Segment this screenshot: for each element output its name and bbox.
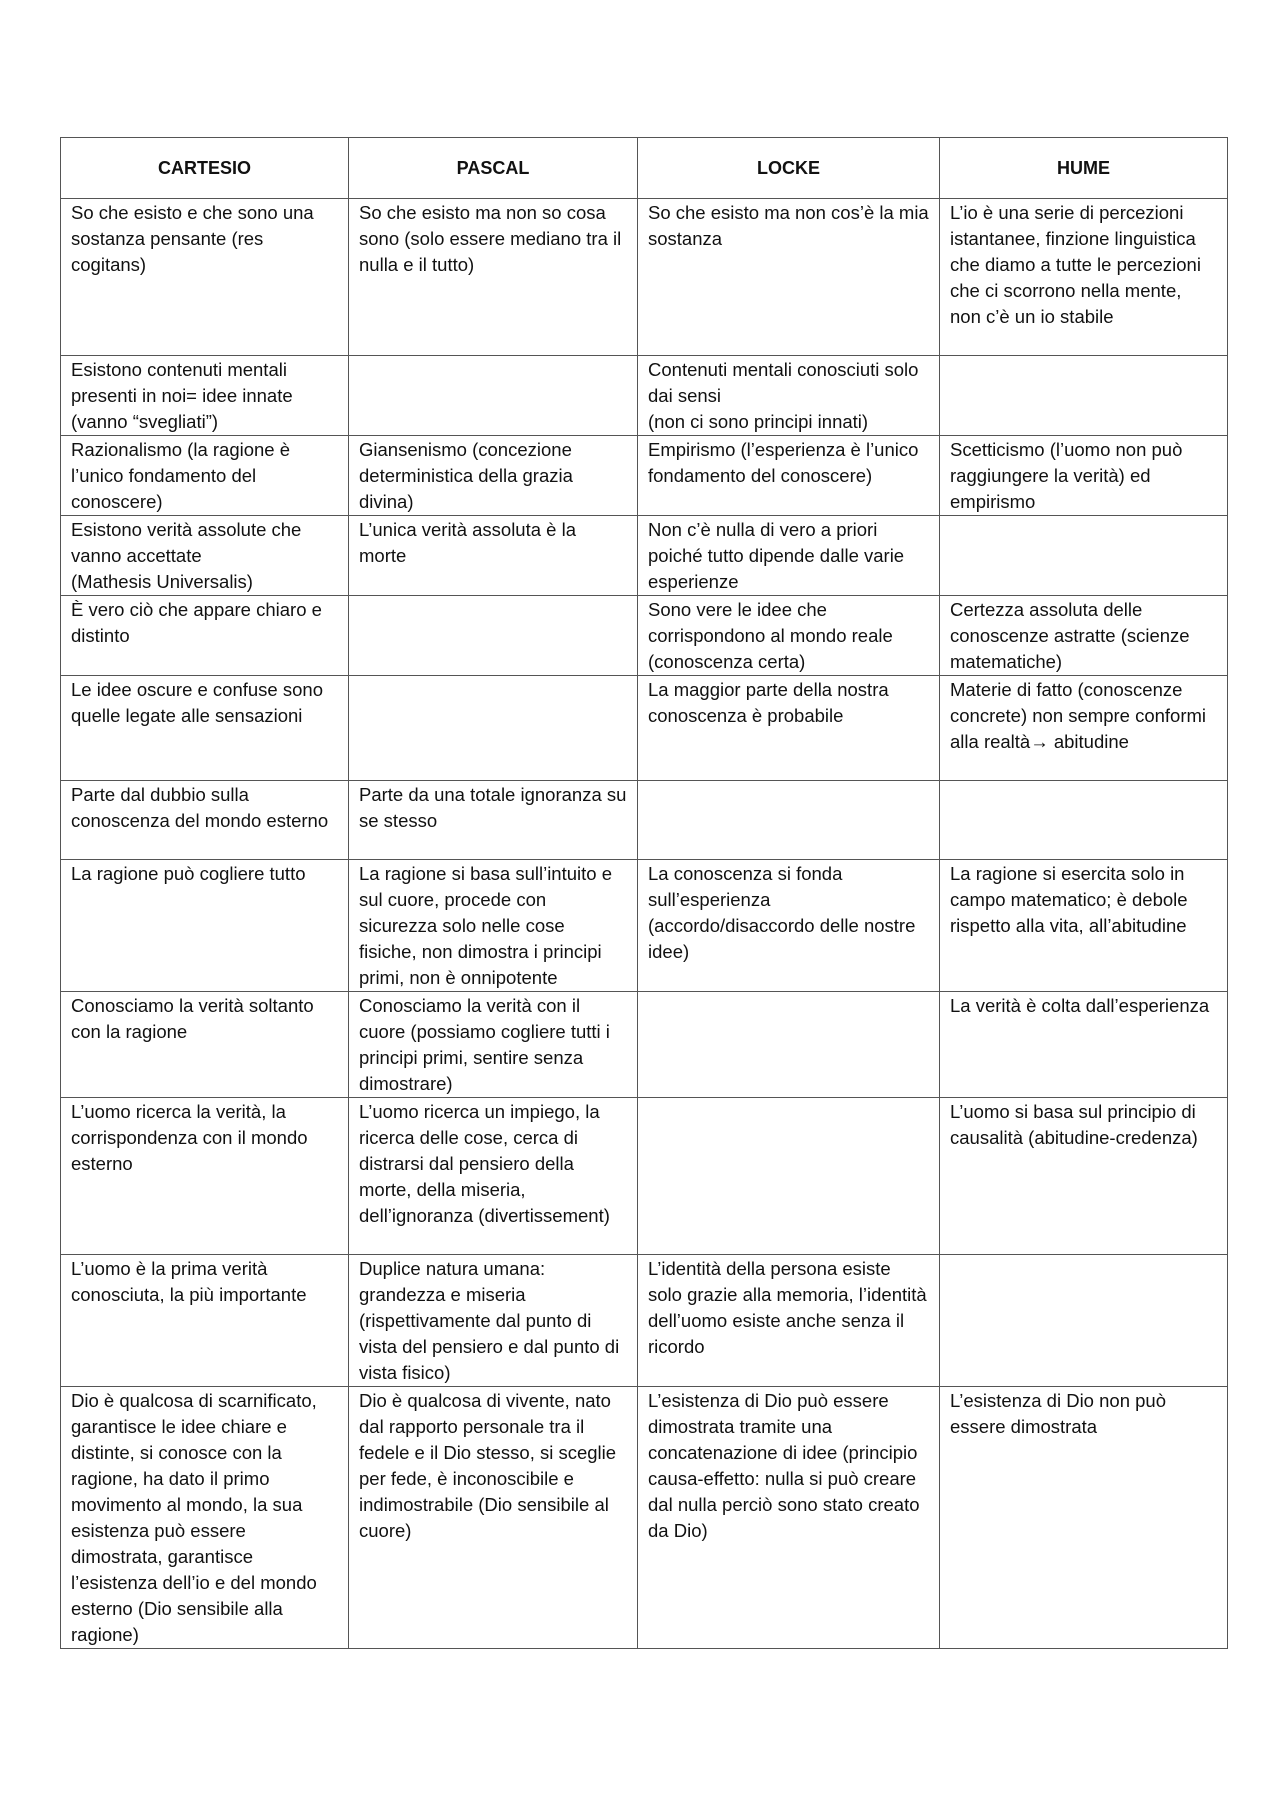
- cell-pascal: [349, 356, 638, 436]
- cell-locke: [638, 992, 940, 1098]
- table-row: [61, 676, 1228, 781]
- cell-pascal: L’unica verità assoluta è la morte: [349, 516, 638, 596]
- cell-locke: L’identità della persona esiste solo grazie alla memoria, l’identità dell’uomo esiste anche senza il ricordo: [638, 1255, 940, 1387]
- cell-hume: Certezza assoluta delle conoscenze astratte (scienze matematiche): [940, 596, 1228, 676]
- cell-pascal: Giansenismo (concezione deterministica della grazia divina): [349, 436, 638, 516]
- cell-hume: [940, 781, 1228, 860]
- cell-pascal: Conosciamo la verità con il cuore (possiamo cogliere tutti i principi primi, sentire senza dimostrare): [349, 992, 638, 1098]
- cell-hume: L’io è una serie di percezioni istantanee, finzione linguistica che diamo a tutte le percezioni che ci scorrono nella mente, non c’è un io stabile: [940, 199, 1228, 356]
- table-row: [61, 1098, 1228, 1255]
- cell-cartesio: È vero ciò che appare chiaro e distinto: [61, 596, 349, 676]
- cell-pascal: Dio è qualcosa di vivente, nato dal rapporto personale tra il fedele e il Dio stesso, si sceglie per fede, è inconoscibile e indimostrabile (Dio sensibile al cuore): [349, 1387, 638, 1649]
- cell-pascal: La ragione si basa sull’intuito e sul cuore, procede con sicurezza solo nelle cose fisiche, non dimostra i principi primi, non è onnipotente: [349, 860, 638, 992]
- cell-hume: L’esistenza di Dio non può essere dimostrata: [940, 1387, 1228, 1649]
- cell-cartesio: Razionalismo (la ragione è l’unico fondamento del conoscere): [61, 436, 349, 516]
- cell-pascal: [349, 596, 638, 676]
- cell-locke: La maggior parte della nostra conoscenza è probabile: [638, 676, 940, 781]
- cell-locke: Empirismo (l’esperienza è l’unico fondamento del conoscere): [638, 436, 940, 516]
- cell-hume: L’uomo si basa sul principio di causalità (abitudine-credenza): [940, 1098, 1228, 1255]
- table-row: [61, 436, 1228, 516]
- header-cartesio: CARTESIO: [61, 138, 349, 199]
- header-locke: LOCKE: [638, 138, 940, 199]
- comparison-table: [60, 137, 1228, 1649]
- cell-locke: Sono vere le idee che corrispondono al mondo reale (conoscenza certa): [638, 596, 940, 676]
- table-row: [61, 516, 1228, 596]
- cell-cartesio: Le idee oscure e confuse sono quelle legate alle sensazioni: [61, 676, 349, 781]
- cell-cartesio: So che esisto e che sono una sostanza pensante (res cogitans): [61, 199, 349, 356]
- cell-hume: La verità è colta dall’esperienza: [940, 992, 1228, 1098]
- header-row: [61, 138, 1228, 199]
- table-row: [61, 199, 1228, 356]
- header-pascal: PASCAL: [349, 138, 638, 199]
- cell-cartesio: Esistono verità assolute che vanno accettate (Mathesis Universalis): [61, 516, 349, 596]
- cell-hume: [940, 1255, 1228, 1387]
- cell-locke: La conoscenza si fonda sull’esperienza (accordo/disaccordo delle nostre idee): [638, 860, 940, 992]
- cell-locke: So che esisto ma non cos’è la mia sostanza: [638, 199, 940, 356]
- cell-pascal: Duplice natura umana: grandezza e miseria (rispettivamente dal punto di vista del pensiero e dal punto di vista fisico): [349, 1255, 638, 1387]
- cell-hume: La ragione si esercita solo in campo matematico; è debole rispetto alla vita, all’abitudine: [940, 860, 1228, 992]
- table-row: [61, 992, 1228, 1098]
- cell-hume: Materie di fatto (conoscenze concrete) non sempre conformi alla realtà→ abitudine: [940, 676, 1228, 781]
- table-row: [61, 596, 1228, 676]
- cell-cartesio: La ragione può cogliere tutto: [61, 860, 349, 992]
- cell-locke: [638, 781, 940, 860]
- table-row: [61, 1387, 1228, 1649]
- cell-pascal: L’uomo ricerca un impiego, la ricerca delle cose, cerca di distrarsi dal pensiero della morte, della miseria, dell’ignoranza (divertissement): [349, 1098, 638, 1255]
- cell-locke: [638, 1098, 940, 1255]
- table-row: [61, 1255, 1228, 1387]
- cell-cartesio: Dio è qualcosa di scarnificato, garantisce le idee chiare e distinte, si conosce con la ragione, ha dato il primo movimento al mondo, la sua esistenza può essere dimostrata, garantisce l’esistenza dell’io e del mondo esterno (Dio sensibile alla ragione): [61, 1387, 349, 1649]
- table-row: [61, 356, 1228, 436]
- cell-cartesio: L’uomo è la prima verità conosciuta, la più importante: [61, 1255, 349, 1387]
- cell-pascal: Parte da una totale ignoranza su se stesso: [349, 781, 638, 860]
- cell-cartesio: Esistono contenuti mentali presenti in noi= idee innate (vanno “svegliati”): [61, 356, 349, 436]
- cell-hume: [940, 516, 1228, 596]
- cell-cartesio: Parte dal dubbio sulla conoscenza del mondo esterno: [61, 781, 349, 860]
- cell-locke: L’esistenza di Dio può essere dimostrata tramite una concatenazione di idee (principio causa-effetto: nulla si può creare dal nulla perciò sono stato creato da Dio): [638, 1387, 940, 1649]
- cell-locke: Contenuti mentali conosciuti solo dai sensi (non ci sono principi innati): [638, 356, 940, 436]
- table-row: [61, 860, 1228, 992]
- cell-pascal: [349, 676, 638, 781]
- header-hume: HUME: [940, 138, 1228, 199]
- table-row: [61, 781, 1228, 860]
- cell-hume: Scetticismo (l’uomo non può raggiungere la verità) ed empirismo: [940, 436, 1228, 516]
- cell-hume: [940, 356, 1228, 436]
- cell-cartesio: Conosciamo la verità soltanto con la ragione: [61, 992, 349, 1098]
- cell-pascal: So che esisto ma non so cosa sono (solo essere mediano tra il nulla e il tutto): [349, 199, 638, 356]
- cell-locke: Non c’è nulla di vero a priori poiché tutto dipende dalle varie esperienze: [638, 516, 940, 596]
- cell-cartesio: L’uomo ricerca la verità, la corrispondenza con il mondo esterno: [61, 1098, 349, 1255]
